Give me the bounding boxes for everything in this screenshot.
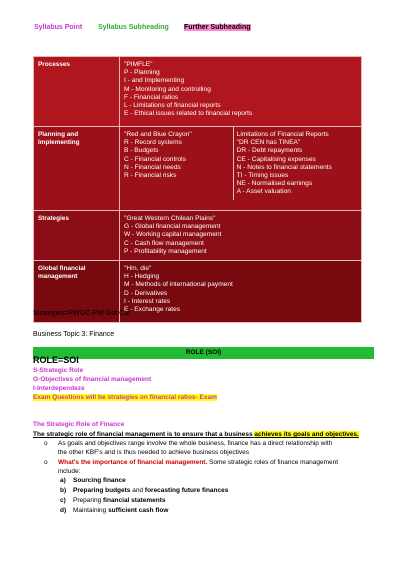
label-line: Planning and: [38, 131, 79, 138]
roles-list: [60, 476, 228, 516]
bullet-importance: [58, 458, 338, 476]
row-label-planning: [34, 127, 120, 211]
row-label-processes: Processes: [34, 57, 120, 127]
list-item: P - Profitability management: [124, 247, 207, 255]
list-item: B - Budgets: [124, 147, 159, 155]
list-item: "DR CEN has TINEA": [236, 139, 301, 147]
bullet-goals: [58, 439, 332, 457]
list-item: DR - Debt repayments: [236, 147, 303, 155]
bullet-circle: o: [44, 459, 48, 466]
list-item: E - Exchange rates: [124, 306, 181, 314]
list-item: E - Ethical issues related to financial reports: [124, 110, 253, 118]
role-title: ROLE=SOI: [33, 355, 79, 365]
list-item: Limitations of Financial Reports: [236, 131, 329, 138]
table-row: [34, 57, 362, 127]
label-line: management: [38, 273, 78, 281]
bullet-circle: o: [44, 440, 48, 447]
list-item: W - Working capital management: [124, 231, 222, 239]
list-item: d) Maintaining sufficient cash flow: [60, 507, 169, 514]
legend-syllabus-point: Syllabus Point: [34, 24, 83, 31]
legend-syllabus-subheading: Syllabus Subheading: [98, 24, 169, 31]
global-content: [120, 261, 362, 323]
list-item: "Red and Blue Crayon": [124, 131, 192, 138]
soi-interdependence: I-Interdependeze: [33, 385, 85, 392]
exam-note: Exam Questions will be strategies on financial ratios- Exam: [33, 394, 217, 401]
row-label-strategies: Strategies: [34, 211, 120, 261]
list-item: I - and Implementing: [124, 77, 185, 85]
planning-left-column: [120, 127, 233, 200]
list-item: R - Financial risks: [124, 172, 177, 180]
list-item: "PIMFLE": [124, 61, 153, 68]
main-statement: [33, 430, 359, 439]
topic-heading: Business Topic 3: Finance: [33, 331, 115, 338]
role-bar: ROLE (SOI): [33, 347, 374, 359]
list-item: D - Derivatives: [124, 289, 168, 297]
bullet-line: Some strategic roles of finance management: [207, 459, 339, 466]
main-statement-text: The strategic role of financial management is to ensure that a business: [33, 431, 255, 438]
soi-strategic: S-Strategic Role: [33, 367, 84, 374]
list-item: "Great Western Chilean Plains": [124, 215, 216, 222]
list-item: P - Planning: [124, 69, 160, 77]
list-item: b) Preparing budgets and forecasting future finances: [60, 487, 229, 494]
list-item: L - Limitations of financial reports: [124, 102, 221, 110]
list-item: H - Hedging: [124, 273, 160, 281]
processes-content: [120, 57, 362, 127]
label-line: Implementing: [38, 139, 80, 147]
strategies-content: [120, 211, 362, 261]
list-item: N - Financial needs: [124, 163, 181, 171]
table-row: [34, 211, 362, 261]
section-title: The Strategic Role of Finance: [33, 421, 125, 428]
list-item: C - Cash flow management: [124, 239, 204, 247]
bullet-line: the other KBF's and is thus needed to achieve business objectives: [58, 449, 249, 456]
planning-content: [120, 127, 362, 211]
list-item: M - Monitoring and controlling: [124, 85, 211, 93]
planning-right-column: [233, 127, 361, 200]
list-item: "Hm, die": [124, 265, 152, 272]
list-item: N - Notes to financial statements: [236, 163, 332, 171]
list-item: R - Record systems: [124, 139, 182, 147]
list-item: I - Interest rates: [124, 297, 171, 305]
strategies-note: Strategies=PWGC-PW Got Cut: [33, 310, 131, 317]
bullet-line: As goals and objectives range involve the whole business, finance has a direct relationship with: [58, 440, 333, 447]
label-line: Global financial: [38, 265, 86, 272]
bullet-line: include:: [58, 468, 81, 475]
importance-heading: What's the importance of financial management.: [58, 459, 208, 466]
list-item: c) Preparing financial statements: [60, 497, 166, 504]
list-item: A - Asset valuation: [236, 188, 291, 196]
legend-further-subheading: Further Subheading: [184, 24, 251, 31]
main-statement-highlight: achieves its goals and objectives.: [254, 431, 359, 438]
table-row: [34, 127, 362, 211]
list-item: NE - Normalised earnings: [236, 180, 313, 188]
soi-objectives: O-Objectives of financial management: [33, 376, 152, 383]
list-item: M - Methods of international payment: [124, 281, 233, 289]
list-item: F - Financial ratios: [124, 93, 179, 101]
list-item: G - Global financial management: [124, 223, 221, 231]
list-item: C - Financial controls: [124, 155, 186, 163]
list-item: CE - Capitalising expenses: [236, 155, 316, 163]
list-item: a) Sourcing finance: [60, 477, 126, 484]
list-item: TI - Timing issues: [236, 172, 289, 180]
syllabus-table: [33, 56, 362, 323]
